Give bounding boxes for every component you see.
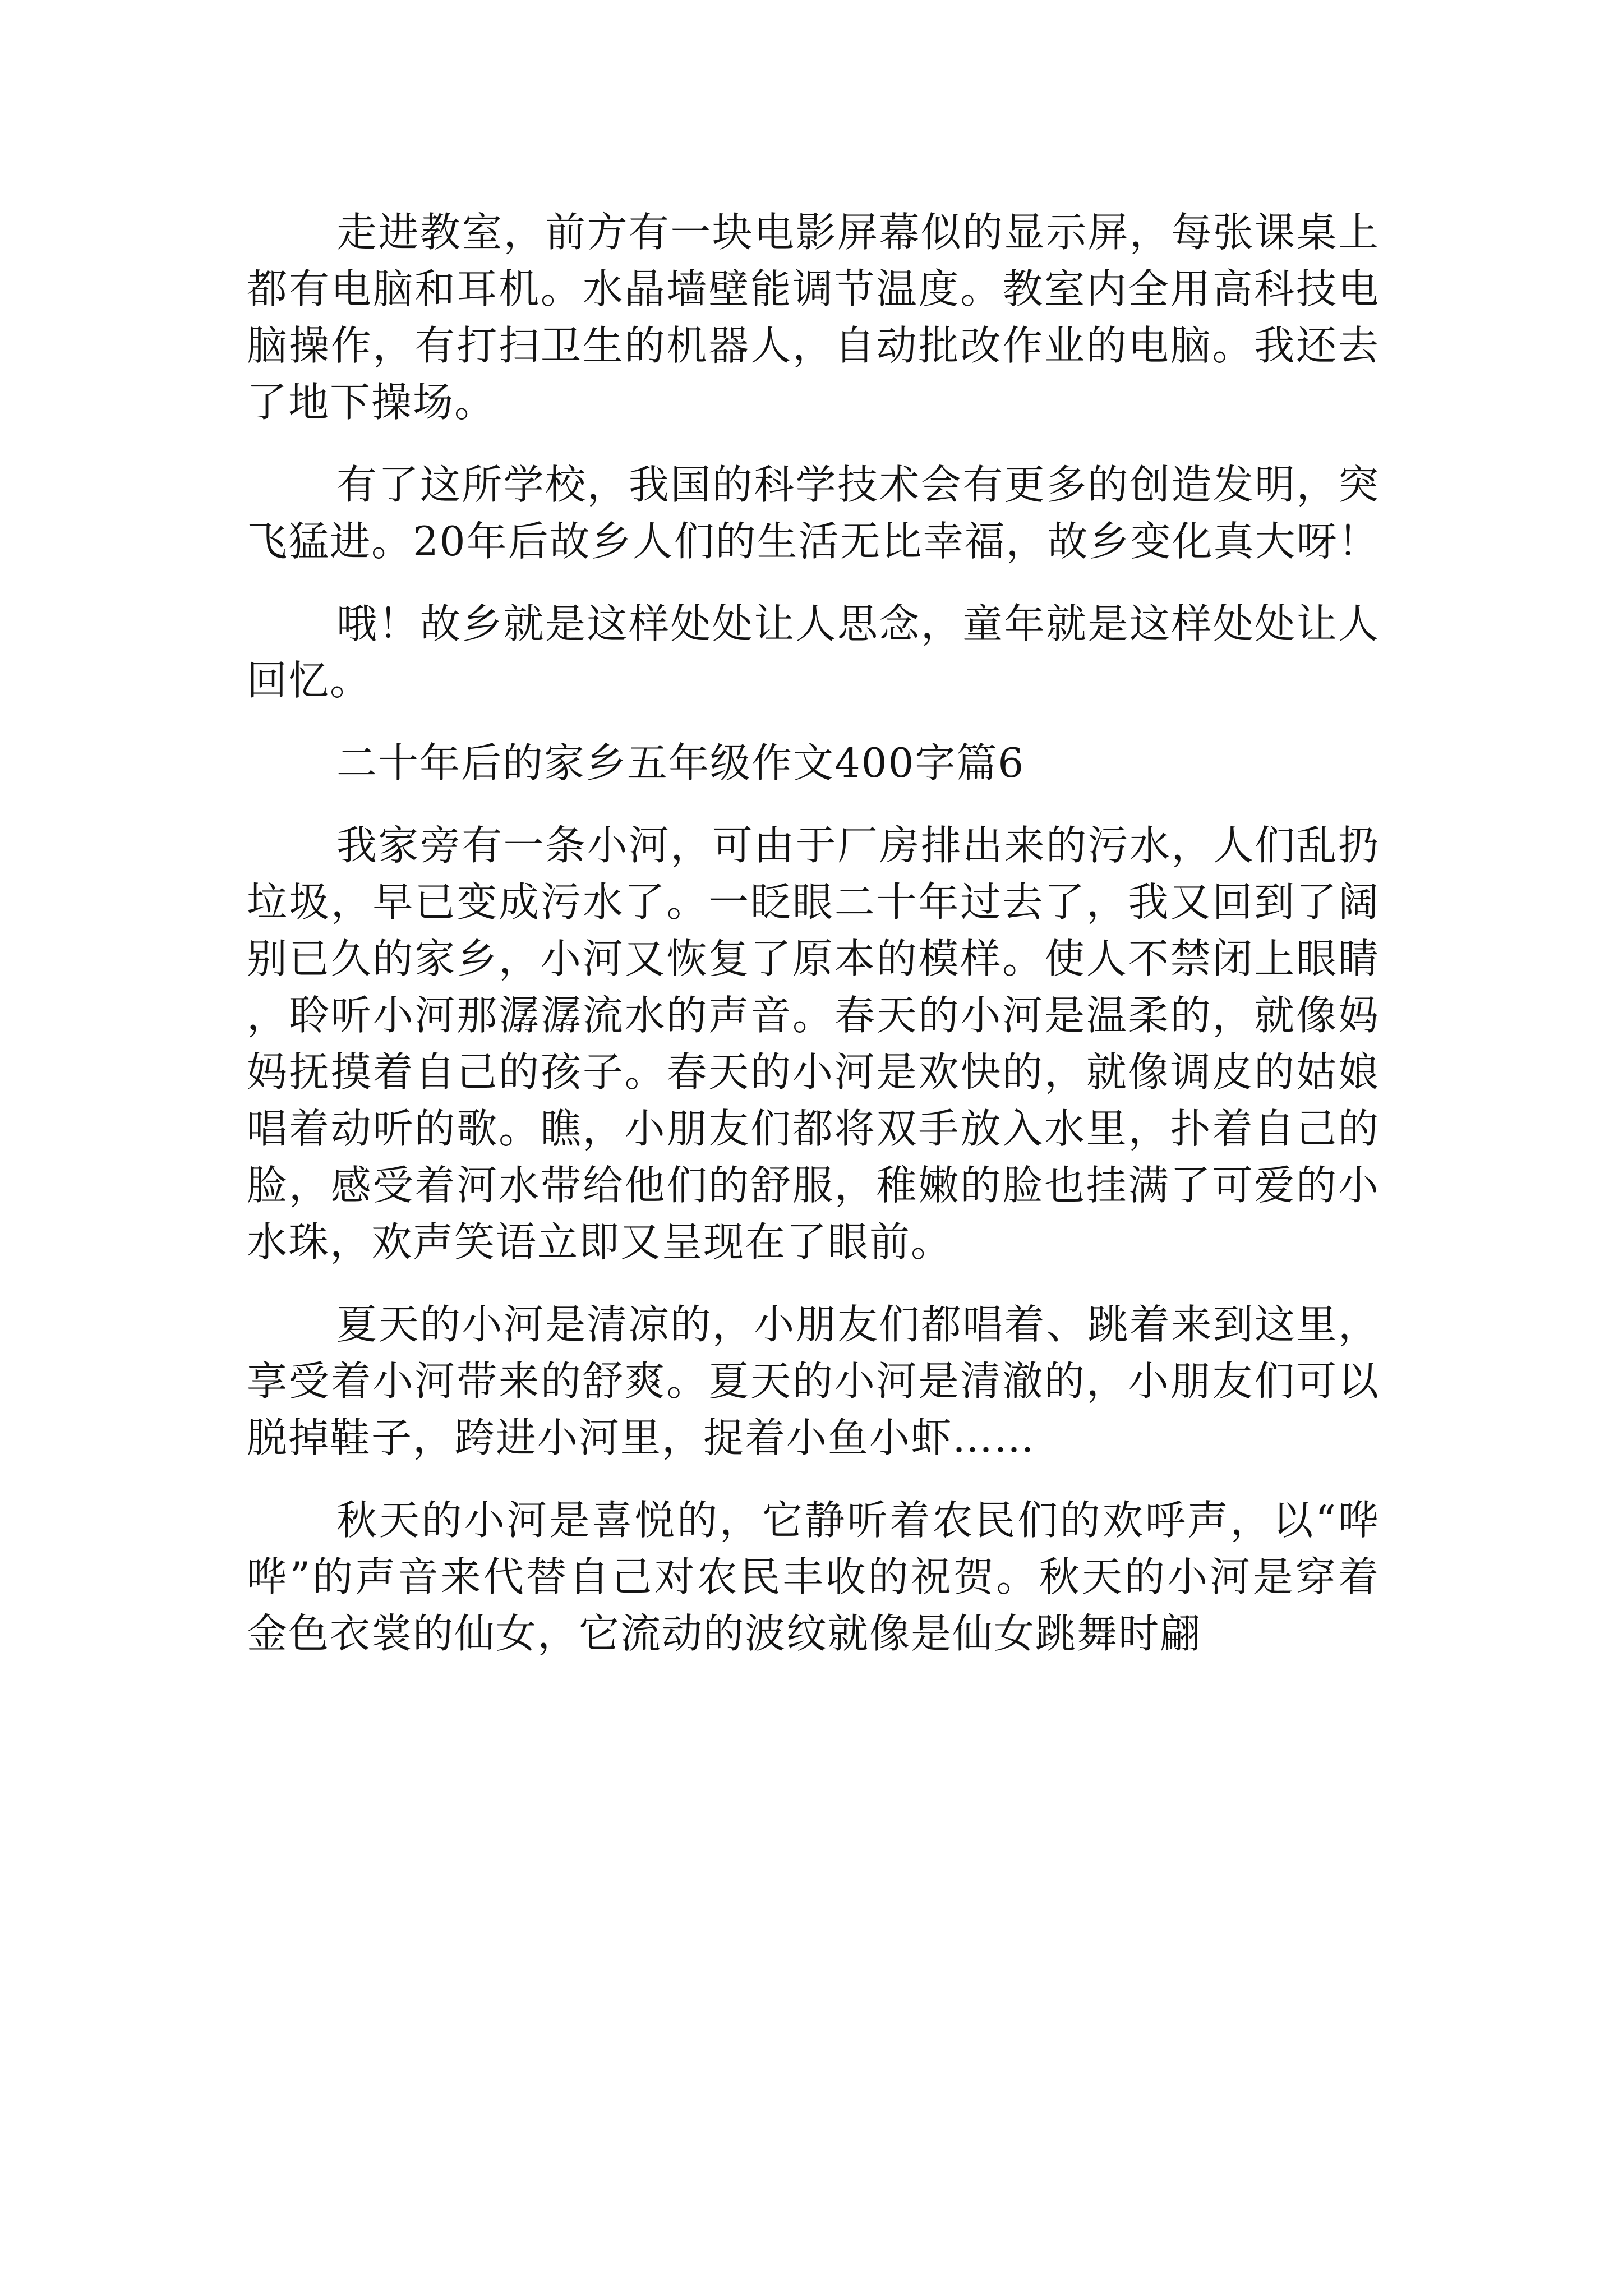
paragraph-hometown: 哦！故乡就是这样处处让人思念，童年就是这样处处让人回忆。 (247, 600, 1380, 704)
paragraph-river-summer: 夏天的小河是清凉的，小朋友们都唱着、跳着来到这里，享受着小河带来的舒爽。夏天的小河是清澈的，小朋友们可以脱掉鞋子，跨进小河里，捉着小鱼小虾…… (247, 1301, 1380, 1461)
document-body (247, 204, 1380, 1688)
paragraph-classroom: 走进教室，前方有一块电影屏幕似的显示屏，每张课桌上都有电脑和耳机。水晶墙壁能调节温度。教室内全用高科技电脑操作，有打扫卫生的机器人，自动批改作业的电脑。我还去了地下操场。 (247, 209, 1380, 426)
paragraph-river-autumn: 秋天的小河是喜悦的，它静听着农民们的欢呼声，以“哗哗”的声音来代替自己对农民丰收的祝贺。秋天的小河是穿着金色衣裳的仙女，它流动的波纹就像是仙女跳舞时翩 (247, 1497, 1380, 1657)
paragraph-river-spring: 我家旁有一条小河，可由于厂房排出来的污水，人们乱扔垃圾，早已变成污水了。一眨眼二十年过去了，我又回到了阔别已久的家乡，小河又恢复了原本的模样。使人不禁闭上眼睛，聆听小河那潺潺流水的声音。春天的小河是温柔的，就像妈妈抚摸着自己的孩子。春天的小河是欢快的，就像调皮的姑娘唱着动听的歌。瞧，小朋友们都将双手放入水里，扑着自己的脸，感受着河水带给他们的舒服，稚嫩的脸也挂满了可爱的小水珠，欢声笑语立即又呈现在了眼前。 (247, 822, 1380, 1266)
paragraph-school: 有了这所学校，我国的科学技术会有更多的创造发明，突飞猛进。20年后故乡人们的生活无比幸福，故乡变化真大呀！ (247, 461, 1380, 565)
section-title: 二十年后的家乡五年级作文400字篇6 (336, 739, 1025, 786)
